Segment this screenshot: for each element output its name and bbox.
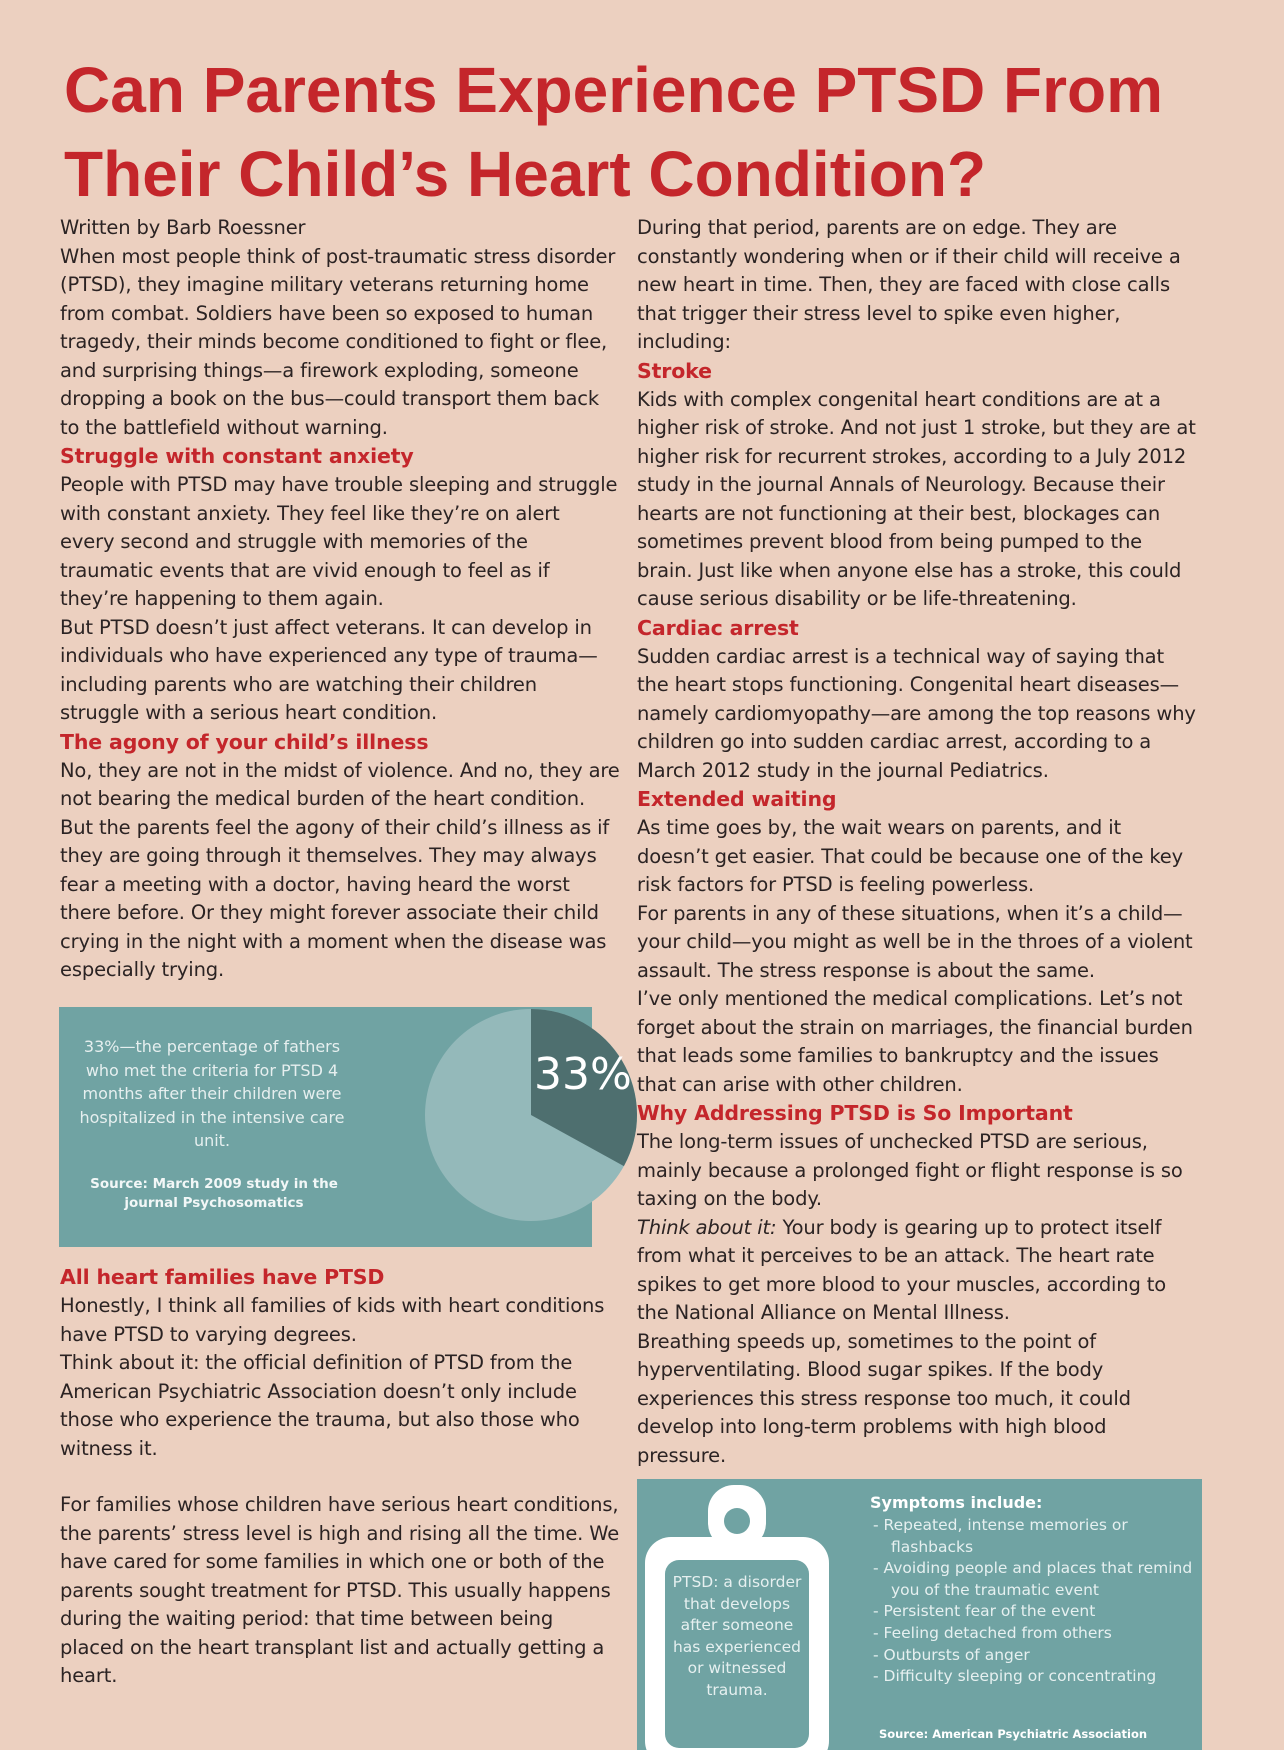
heading-cardiac-arrest: Cardiac arrest: [637, 615, 799, 640]
heading-constant-anxiety: Struggle with constant anxiety: [60, 444, 414, 468]
symptom-item: - Outbursts of anger: [873, 1645, 1193, 1667]
fathers-stat-infographic: [59, 1007, 632, 1247]
paragraph: No, they are not in the midst of violence. And no, they are not bearing the medical burden of the heart condition. But the parents feel the agony of their child’s illness as if they are going through it themselves. They may always fear a meeting with a doctor, having heard the worst there before. Or they might forever associate their child crying in the night with a moment when the disease was especially trying.: [60, 758, 620, 981]
title-line-1: Can Parents Experience PTSD From: [64, 54, 1164, 126]
heading-why-important: Why Addressing PTSD is So Important: [637, 1101, 1073, 1125]
intro-paragraph: When most people think of post-traumatic stress disorder (PTSD), they imagine military veterans returning home from combat. Soldiers have been so exposed to human tragedy, their minds become conditioned to fight or flee, and surprising things—a firework exploding, someone dropping a book on the bus—could transport them back to the battlefield without warning.: [60, 244, 616, 439]
paragraph: People with PTSD may have trouble sleeping and struggle with constant anxiety. They feel like they’re on alert every second and struggle with memories of the traumatic events that are vivid enough to feel as if they’re happening to them again.: [60, 473, 618, 610]
symptom-item: - Avoiding people and places that remind you of the traumatic event: [873, 1558, 1193, 1601]
symptoms-source: Source: American Psychiatric Association: [879, 1727, 1148, 1741]
heading-heart-families: All heart families have PTSD: [60, 1265, 385, 1289]
article-title: [64, 48, 1244, 216]
heading-stroke: Stroke: [637, 358, 712, 383]
paragraph: For families whose children have serious heart conditions, the parents’ stress level is high and rising all the time. We have cared for some families in which one or both of the parents sought treatment for PTSD. This usually happens during the waiting period: that time between being placed on the heart transplant list and actually getting a heart.: [60, 1493, 620, 1687]
paragraph: Kids with complex congenital heart conditions are at a higher risk of stroke. And not just 1 stroke, but they are at higher risk for recurrent strokes, according to a July 2012 study in the journal Annals of Neurology. Because their hearts are not functioning at their best, blockages can sometimes prevent blood from being pumped to the brain. Just like when anyone else has a stroke, this could cause serious disability or be life-threatening.: [637, 387, 1196, 610]
paragraph: But PTSD doesn’t just affect veterans. It can develop in individuals who have experienced any type of trauma—including parents who are watching their children struggle with a serious heart condition.: [60, 615, 598, 724]
paragraph: [637, 1214, 1197, 1328]
paragraph: Honestly, I think all families of kids with heart conditions have PTSD to varying degrees.: [60, 1294, 605, 1346]
byline: Written by Barb Roessner: [60, 216, 306, 239]
heading-agony-of-illness: The agony of your child’s illness: [60, 729, 429, 754]
symptoms-list: [873, 1515, 1193, 1688]
symptoms-infographic: [637, 1479, 1202, 1750]
ptsd-definition: PTSD: a disorder that develops after someone has experienced or witnessed trauma.: [672, 1573, 802, 1699]
stat-text: 33%—the percentage of fathers who met the criteria for PTSD 4 months after their children were hospitalized in the intensive care unit.: [79, 1037, 345, 1150]
symptom-item: - Persistent fear of the event: [873, 1601, 1193, 1623]
paragraph: During that period, parents are on edge. They are constantly wondering when or if their child will receive a new heart in time. Then, they are faced with close calls that trigger their stress level to spike even higher, including:: [637, 216, 1181, 353]
symptom-item: - Feeling detached from others: [873, 1623, 1193, 1645]
symptom-item: - Repeated, intense memories or flashbacks: [873, 1515, 1193, 1558]
pie-chart: [424, 1008, 638, 1222]
paragraph: Sudden cardiac arrest is a technical way of saying that the heart stops functioning. Congenital heart diseases—namely cardiomyopathy—are among the top reasons why children go into sudden cardiac arrest, according to a March 2012 study in the journal Pediatrics.: [637, 644, 1196, 782]
title-line-2: Their Child’s Heart Condition?: [64, 138, 987, 210]
think-about-it-lead: Think about it:: [637, 1215, 777, 1239]
left-column: [60, 214, 620, 985]
stat-source: Source: March 2009 study in the journal Psychosomatics: [90, 1176, 338, 1211]
left-column-lower: [60, 1263, 620, 1691]
paragraph: For parents in any of these situations, when it’s a child—your child—you might as well be in the throes of a violent assault. The stress response is about the same.: [637, 901, 1193, 982]
paragraph: Think about it: the official definition of PTSD from the American Psychiatric Association doesn’t only include those who experience the trauma, but also those who witness it.: [60, 1351, 580, 1460]
symptom-item: - Difficulty sleeping or concentrating: [873, 1666, 1193, 1688]
paragraph: I’ve only mentioned the medical complications. Let’s not forget about the strain on marriages, the financial burden that leads some families to bankruptcy and the issues that can arise with other children.: [637, 987, 1193, 1096]
paragraph: The long-term issues of unchecked PTSD are serious, mainly because a prolonged fight or flight response is so taxing on the body.: [637, 1130, 1183, 1210]
pie-label: 33%: [534, 1049, 632, 1100]
paragraph: Breathing speeds up, sometimes to the point of hyperventilating. Blood sugar spikes. If the body experiences this stress response too much, it could develop into long-term problems with high blood pressure.: [637, 1329, 1131, 1467]
right-column: [637, 214, 1197, 1470]
paragraph: As time goes by, the wait wears on parents, and it doesn’t get easier. That could be because one of the key risk factors for PTSD is feeling powerless.: [637, 816, 1184, 896]
symptoms-title: Symptoms include:: [870, 1493, 1043, 1512]
heading-extended-waiting: Extended waiting: [637, 787, 837, 811]
paragraph-text: Your body is gearing up to protect itself from what it perceives to be an attack. The heart rate spikes to get more blood to your muscles, according to the National Alliance on Mental Illness.: [637, 1215, 1167, 1324]
